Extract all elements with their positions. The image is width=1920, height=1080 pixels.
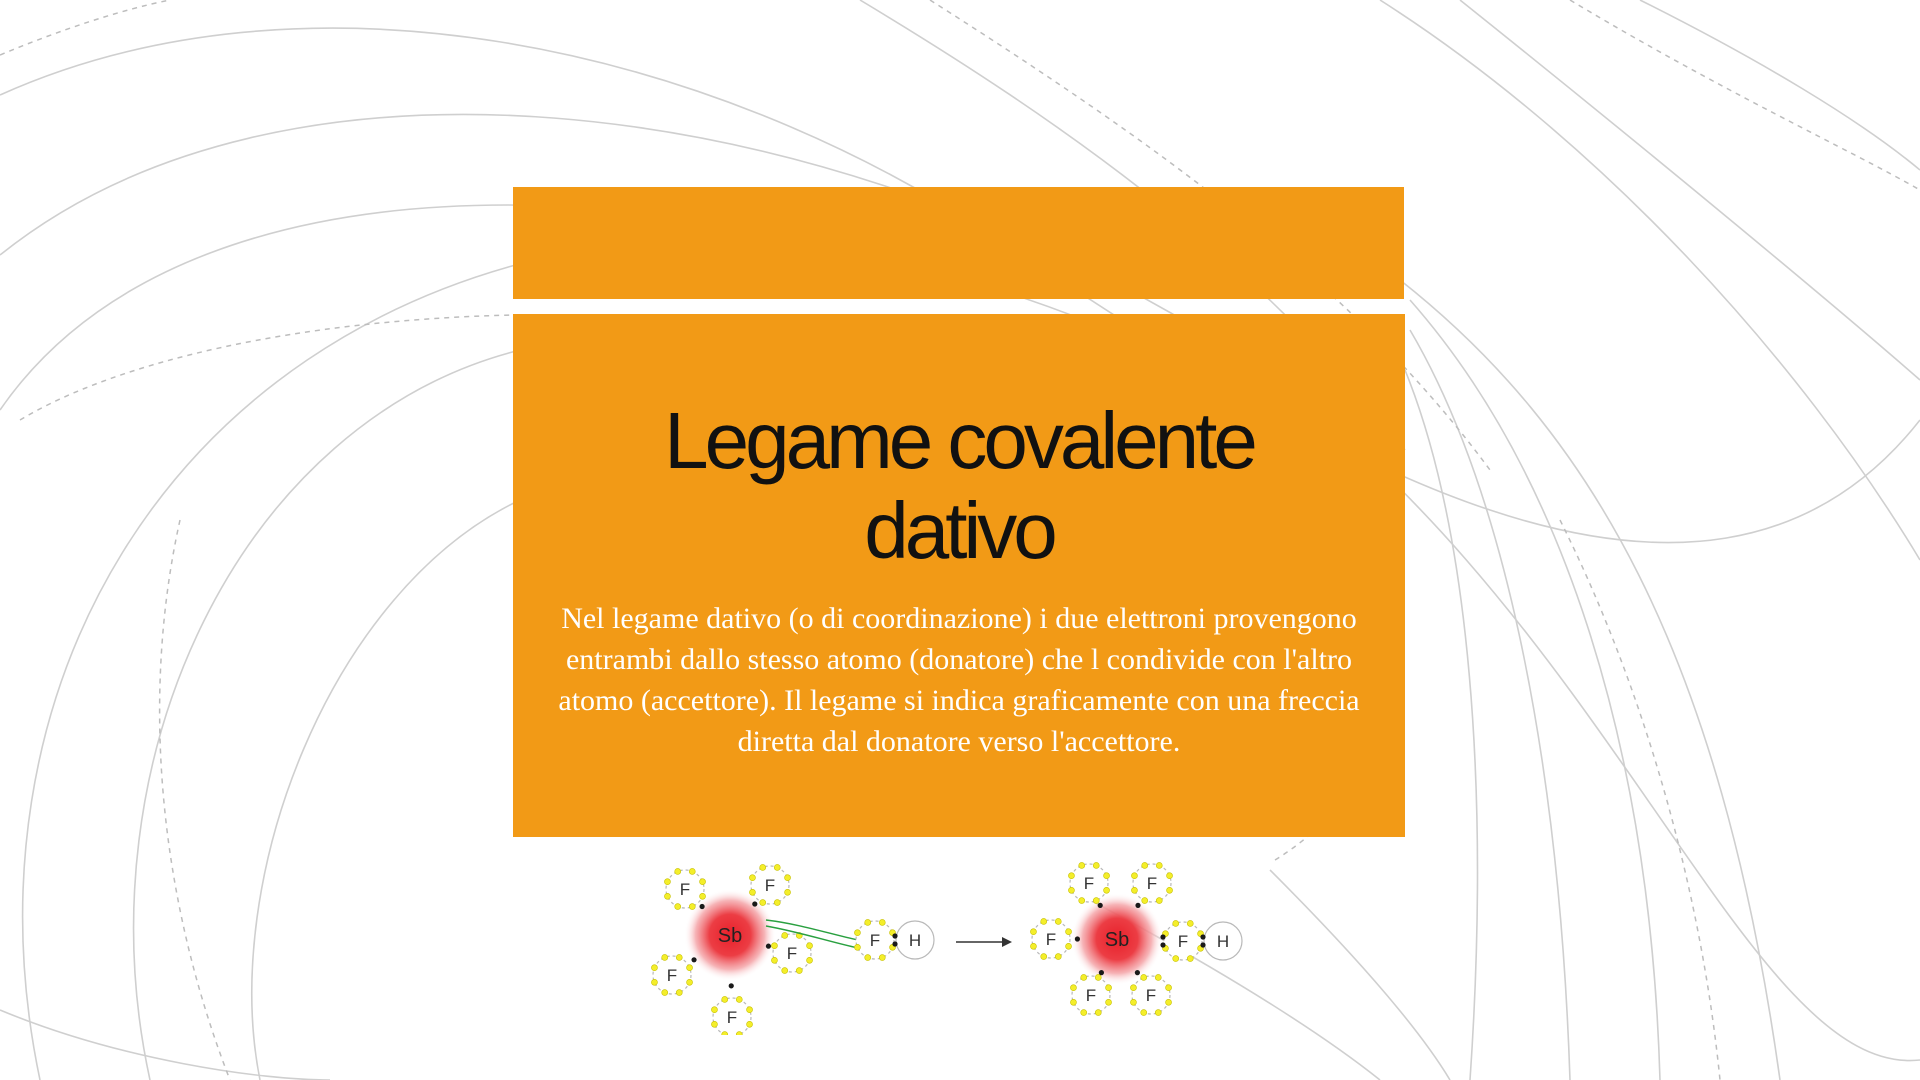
product-ligand-2: F [1146, 874, 1158, 894]
product-fluorine: F [1177, 932, 1189, 952]
electron [1030, 943, 1036, 949]
electron [676, 990, 682, 996]
electron [1068, 887, 1074, 893]
electron [774, 900, 780, 906]
shared-electron [892, 941, 897, 946]
electron [1106, 985, 1112, 991]
reactant-ligand-2: F [764, 876, 776, 896]
electron [749, 875, 755, 881]
electron [760, 900, 766, 906]
electron [1156, 862, 1162, 868]
electron [785, 875, 791, 881]
shared-electron [1075, 936, 1080, 941]
shared-electron [1099, 970, 1104, 975]
shared-electron [766, 944, 771, 949]
electron [1095, 974, 1101, 980]
shared-electron [1160, 934, 1165, 939]
electron [664, 879, 670, 885]
shared-electron [700, 904, 705, 909]
electron [1156, 898, 1162, 904]
electron [1079, 898, 1085, 904]
shared-electron [1098, 903, 1103, 908]
electron [747, 1021, 753, 1027]
electron [1167, 873, 1173, 879]
electron [1173, 920, 1179, 926]
electron [1079, 862, 1085, 868]
electron [1030, 929, 1036, 935]
electron [1070, 999, 1076, 1005]
electron [1142, 898, 1148, 904]
electron [711, 1007, 717, 1013]
electron [722, 1032, 728, 1035]
electron [675, 904, 681, 910]
electron [1066, 929, 1072, 935]
electron [1155, 1010, 1161, 1016]
electron [700, 879, 706, 885]
shared-electron [892, 933, 897, 938]
electron [689, 868, 695, 874]
electron [1055, 918, 1061, 924]
electron [676, 954, 682, 960]
electron [747, 1007, 753, 1013]
electron [651, 979, 657, 985]
electron [785, 889, 791, 895]
donor-fluorine: F [869, 931, 881, 951]
slide-title-line1: Legame covalente [664, 396, 1254, 485]
electron [675, 868, 681, 874]
diagram-atoms [651, 862, 1242, 1035]
electron [1131, 887, 1137, 893]
reactant-ligand-5: F [726, 1008, 738, 1028]
product-ligand-1: F [1083, 874, 1095, 894]
shared-electron [691, 957, 696, 962]
reactant-ligand-4: F [786, 944, 798, 964]
electron [760, 864, 766, 870]
shared-electron [1200, 942, 1205, 947]
dative-bond-diagram [630, 850, 1270, 1035]
product-ligand-5: F [1145, 986, 1157, 1006]
electron [1131, 873, 1137, 879]
electron [1081, 974, 1087, 980]
electron [1070, 985, 1076, 991]
electron [1066, 943, 1072, 949]
electron [1167, 887, 1173, 893]
shared-electron [1160, 942, 1165, 947]
electron [879, 955, 885, 961]
electron [1142, 862, 1148, 868]
shared-electron [752, 901, 757, 906]
header-band [513, 187, 1404, 299]
slide-title-line2: dativo [864, 486, 1054, 575]
electron [1104, 887, 1110, 893]
electron [782, 932, 788, 938]
electron [807, 943, 813, 949]
electron [722, 996, 728, 1002]
electron [1166, 999, 1172, 1005]
electron [1141, 1010, 1147, 1016]
electron [1041, 954, 1047, 960]
product-central-atom: Sb [1104, 929, 1130, 952]
electron [771, 957, 777, 963]
electron [651, 965, 657, 971]
electron [1093, 862, 1099, 868]
electron [879, 919, 885, 925]
electron [774, 864, 780, 870]
electron [807, 957, 813, 963]
electron [711, 1021, 717, 1027]
electron [1187, 920, 1193, 926]
electron [1068, 873, 1074, 879]
product-ligand-3: F [1045, 930, 1057, 950]
electron [736, 996, 742, 1002]
shared-electron [1135, 903, 1140, 908]
slide-body-text: Nel legame dativo (o di coordinazione) i due elettroni provengono entrambi dallo stesso atomo (donatore) che l condivide con l'altro atomo (accettore). Il legame si indica graficamente con una freccia diretta dal donatore verso l'accettore. [558, 602, 1360, 758]
electron [749, 889, 755, 895]
shared-electron [1135, 970, 1140, 975]
electron [782, 968, 788, 974]
electron [1141, 974, 1147, 980]
product-hydrogen: H [1216, 932, 1230, 952]
electron [662, 954, 668, 960]
electron [1106, 999, 1112, 1005]
electron [662, 990, 668, 996]
electron [854, 930, 860, 936]
electron [1055, 954, 1061, 960]
electron [1166, 985, 1172, 991]
reactant-ligand-3: F [666, 966, 678, 986]
electron [736, 1032, 742, 1035]
electron [1130, 999, 1136, 1005]
content-box [513, 314, 1405, 837]
reaction-arrow-head [1002, 937, 1012, 947]
electron [865, 955, 871, 961]
electron [1173, 956, 1179, 962]
electron [1130, 985, 1136, 991]
electron [700, 893, 706, 899]
electron [771, 943, 777, 949]
electron [687, 965, 693, 971]
electron [664, 893, 670, 899]
electron [1187, 956, 1193, 962]
slide-title [513, 396, 1405, 576]
electron [796, 968, 802, 974]
electron [1081, 1010, 1087, 1016]
electron [1095, 1010, 1101, 1016]
electron [689, 904, 695, 910]
product-ligand-4: F [1085, 986, 1097, 1006]
electron [687, 979, 693, 985]
electron [1155, 974, 1161, 980]
electron [1104, 873, 1110, 879]
shared-electron [729, 983, 734, 988]
electron [1041, 918, 1047, 924]
donor-hydrogen: H [908, 931, 922, 951]
shared-electron [1200, 934, 1205, 939]
electron [1093, 898, 1099, 904]
electron [854, 944, 860, 950]
reactant-central-atom: Sb [717, 925, 743, 948]
reactant-ligand-1: F [679, 880, 691, 900]
electron [865, 919, 871, 925]
